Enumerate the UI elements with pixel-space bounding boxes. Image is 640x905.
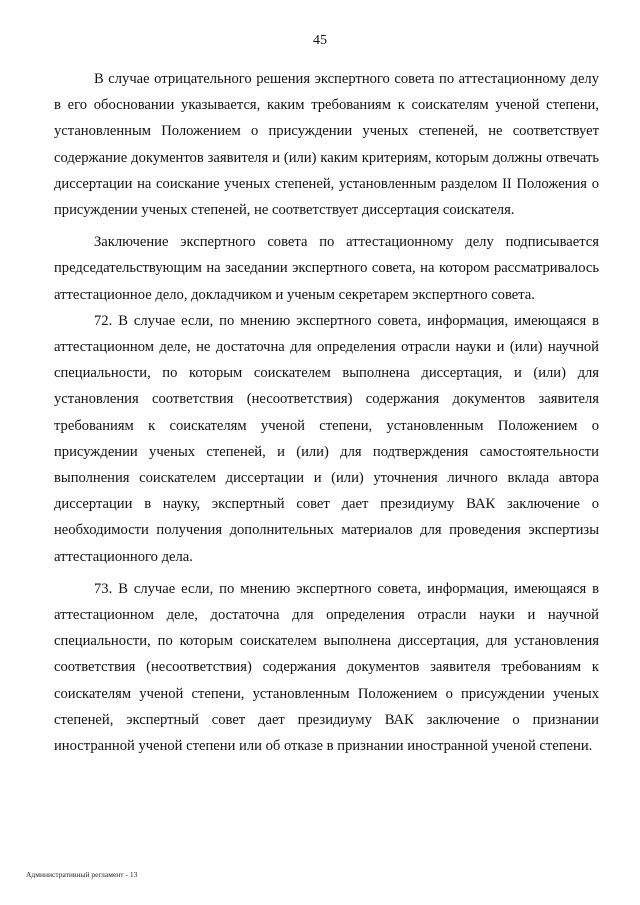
paragraph-item-72: 72. В случае если, по мнению экспертного совета, информация, имеющаяся в аттестационном деле, не достаточна для определения отрасли науки и (или) научной специальности, по которым соискателем выполнена диссертация, и (или) для установления соответствия (несоответствия) содержания документов заявителя требованиям к соискателям ученой степени, установленным Положением о присуждении ученых степеней, и (или) для подтверждения самостоятельности выполнения соискателем диссертации и (или) уточнения личного вклада автора диссертации в науку, экспертный совет дает президиуму ВАК заключение о необходимости получения дополнительных материалов для проведения экспертизы аттестационного дела.: [54, 312, 599, 565]
paragraph-conclusion-signing: Заключение экспертного совета по аттестационному делу подписывается председательствующим на заседании экспертного совета, на котором рассматривалось аттестационное дело, докладчиком и ученым секретарем экспертного совета.: [54, 234, 599, 303]
document-body: [54, 66, 599, 759]
paragraph-negative-decision: В случае отрицательного решения экспертного совета по аттестационному делу в его обосновании указывается, каким требованиям к соискателям ученой степени, установленным Положением о присуждении ученых степеней, не соответствует содержание документов заявителя и (или) каким критериям, которым должны отвечать диссертации на соискание ученых степеней, установленным разделом II Положения о присуждении ученых степеней, не соответствует диссертация соискателя.: [54, 71, 599, 219]
paragraph-item-73: 73. В случае если, по мнению экспертного совета, информация, имеющаяся в аттестационном деле, достаточна для определения отрасли науки и научной специальности, по которым соискателем выполнена диссертация, для установления соответствия (несоответствия) содержания документов заявителя требованиям к соискателям ученой степени, установленным Положением о присуждении ученых степеней, экспертный совет дает президиуму ВАК заключение о признании иностранной ученой степени или об отказе в признании иностранной ученой степени.: [54, 580, 599, 755]
footer-regulation-label: Административный регламент - 13: [26, 870, 138, 879]
page-number: 45: [313, 33, 327, 48]
